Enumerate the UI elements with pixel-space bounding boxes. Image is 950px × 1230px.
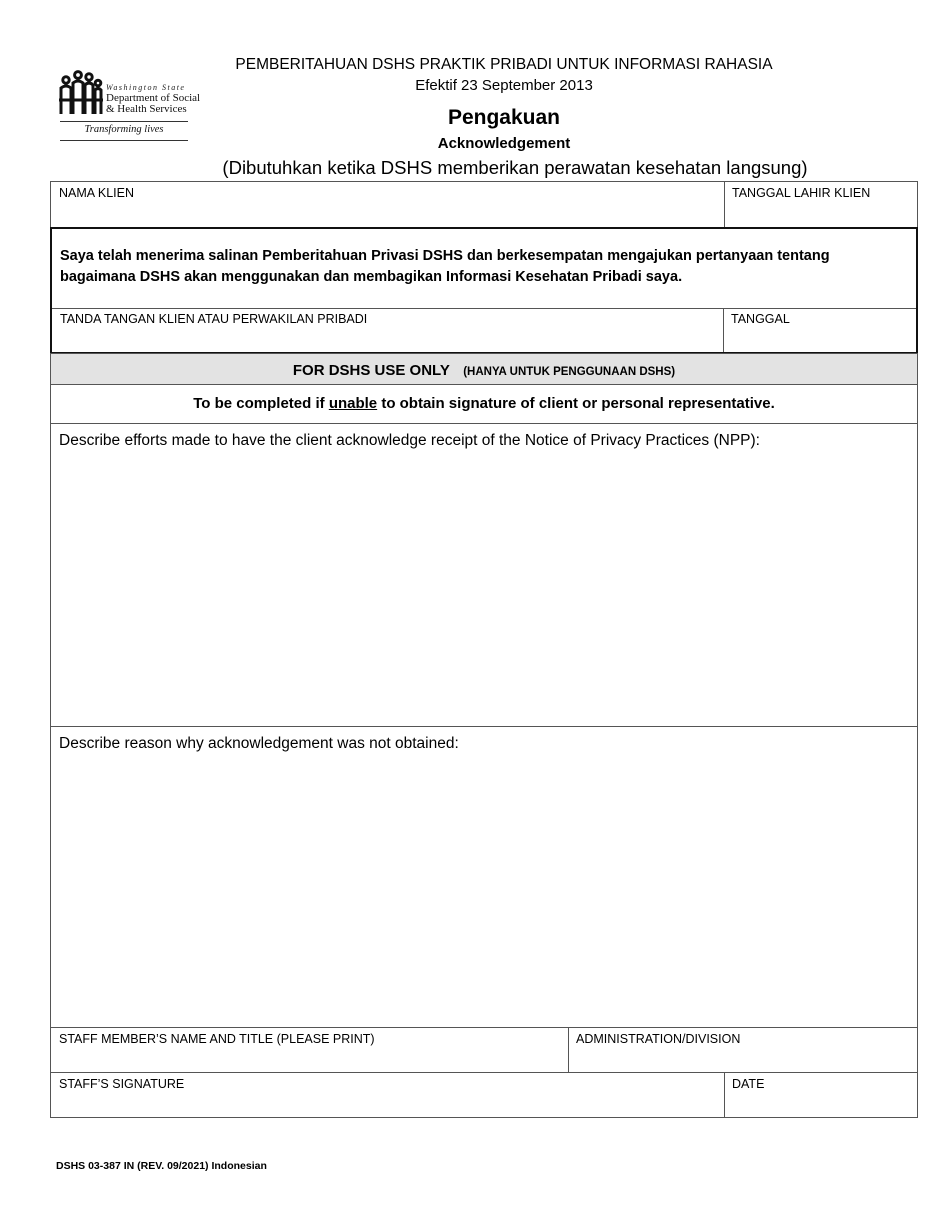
acknowledgement-statement: Saya telah menerima salinan Pemberitahuan Privasi DSHS dan berkesempatan mengajukan pertanyaan tentang bagaimana DSHS akan menggunakan dan membagikan Informasi Kesehatan Pribadi saya. <box>60 248 830 285</box>
required-note: (Dibutuhkan ketika DSHS memberikan perawatan kesehatan langsung) <box>222 157 808 178</box>
client-dob-label: TANGGAL LAHIR KLIEN <box>732 186 871 200</box>
staff-signature-field[interactable] <box>52 1090 720 1116</box>
logo-tagline: Transforming lives <box>84 124 164 135</box>
client-signature-label: TANDA TANGAN KLIEN ATAU PERWAKILAN PRIBADI <box>60 312 368 326</box>
staff-signature-label: STAFF’S SIGNATURE <box>59 1077 185 1091</box>
signature-date-label: TANGGAL <box>731 312 790 326</box>
efforts-textarea[interactable] <box>52 455 916 725</box>
form-id: DSHS 03-387 IN (REV. 09/2021) Indonesian <box>56 1160 267 1172</box>
column-divider <box>723 308 724 352</box>
logo-divider-top <box>60 121 188 122</box>
staff-name-field[interactable] <box>52 1045 566 1071</box>
instruction-emphasis: unable <box>328 395 378 412</box>
client-signature-field[interactable] <box>52 324 720 351</box>
logo-dept-line1: Department of Social <box>106 92 201 104</box>
admin-division-field[interactable] <box>570 1045 916 1071</box>
column-divider <box>568 1028 569 1072</box>
reason-label: Describe reason why acknowledgement was not obtained: <box>59 735 459 752</box>
signature-date-field[interactable] <box>725 324 915 351</box>
dshs-use-title: FOR DSHS USE ONLY <box>292 362 450 379</box>
client-dob-field[interactable] <box>725 198 915 226</box>
logo-dept-line2: & Health Services <box>106 103 187 115</box>
instruction-text: To be completed if unable to obtain signature of client or personal representative. <box>193 395 775 412</box>
reason-textarea[interactable] <box>52 758 916 1026</box>
instruction-row <box>50 384 918 424</box>
dshs-use-title-id: (HANYA UNTUK PENGGUNAAN DSHS) <box>463 366 676 378</box>
staff-name-label: STAFF MEMBER’S NAME AND TITLE (PLEASE PRINT) <box>59 1032 375 1046</box>
logo-divider-bottom <box>60 140 188 141</box>
staff-date-label: DATE <box>732 1077 765 1091</box>
page-subtitle: Acknowledgement <box>437 135 571 152</box>
admin-division-label: ADMINISTRATION/DIVISION <box>576 1032 741 1046</box>
effective-date: Efektif 23 September 2013 <box>415 77 593 94</box>
dshs-logo <box>58 68 201 144</box>
row-divider <box>52 308 916 309</box>
dshs-use-band <box>50 353 918 385</box>
family-figures-icon <box>58 70 104 116</box>
page-title: Pengakuan <box>447 106 561 129</box>
efforts-label: Describe efforts made to have the client acknowledge receipt of the Notice of Privacy Practices (NPP): <box>59 432 760 449</box>
logo-state: Washington State <box>106 83 186 92</box>
staff-date-field[interactable] <box>725 1090 915 1116</box>
notice-title: PEMBERITAHUAN DSHS PRAKTIK PRIBADI UNTUK INFORMASI RAHASIA <box>235 56 773 73</box>
client-name-field[interactable] <box>51 198 721 226</box>
client-name-label: NAMA KLIEN <box>59 186 135 200</box>
